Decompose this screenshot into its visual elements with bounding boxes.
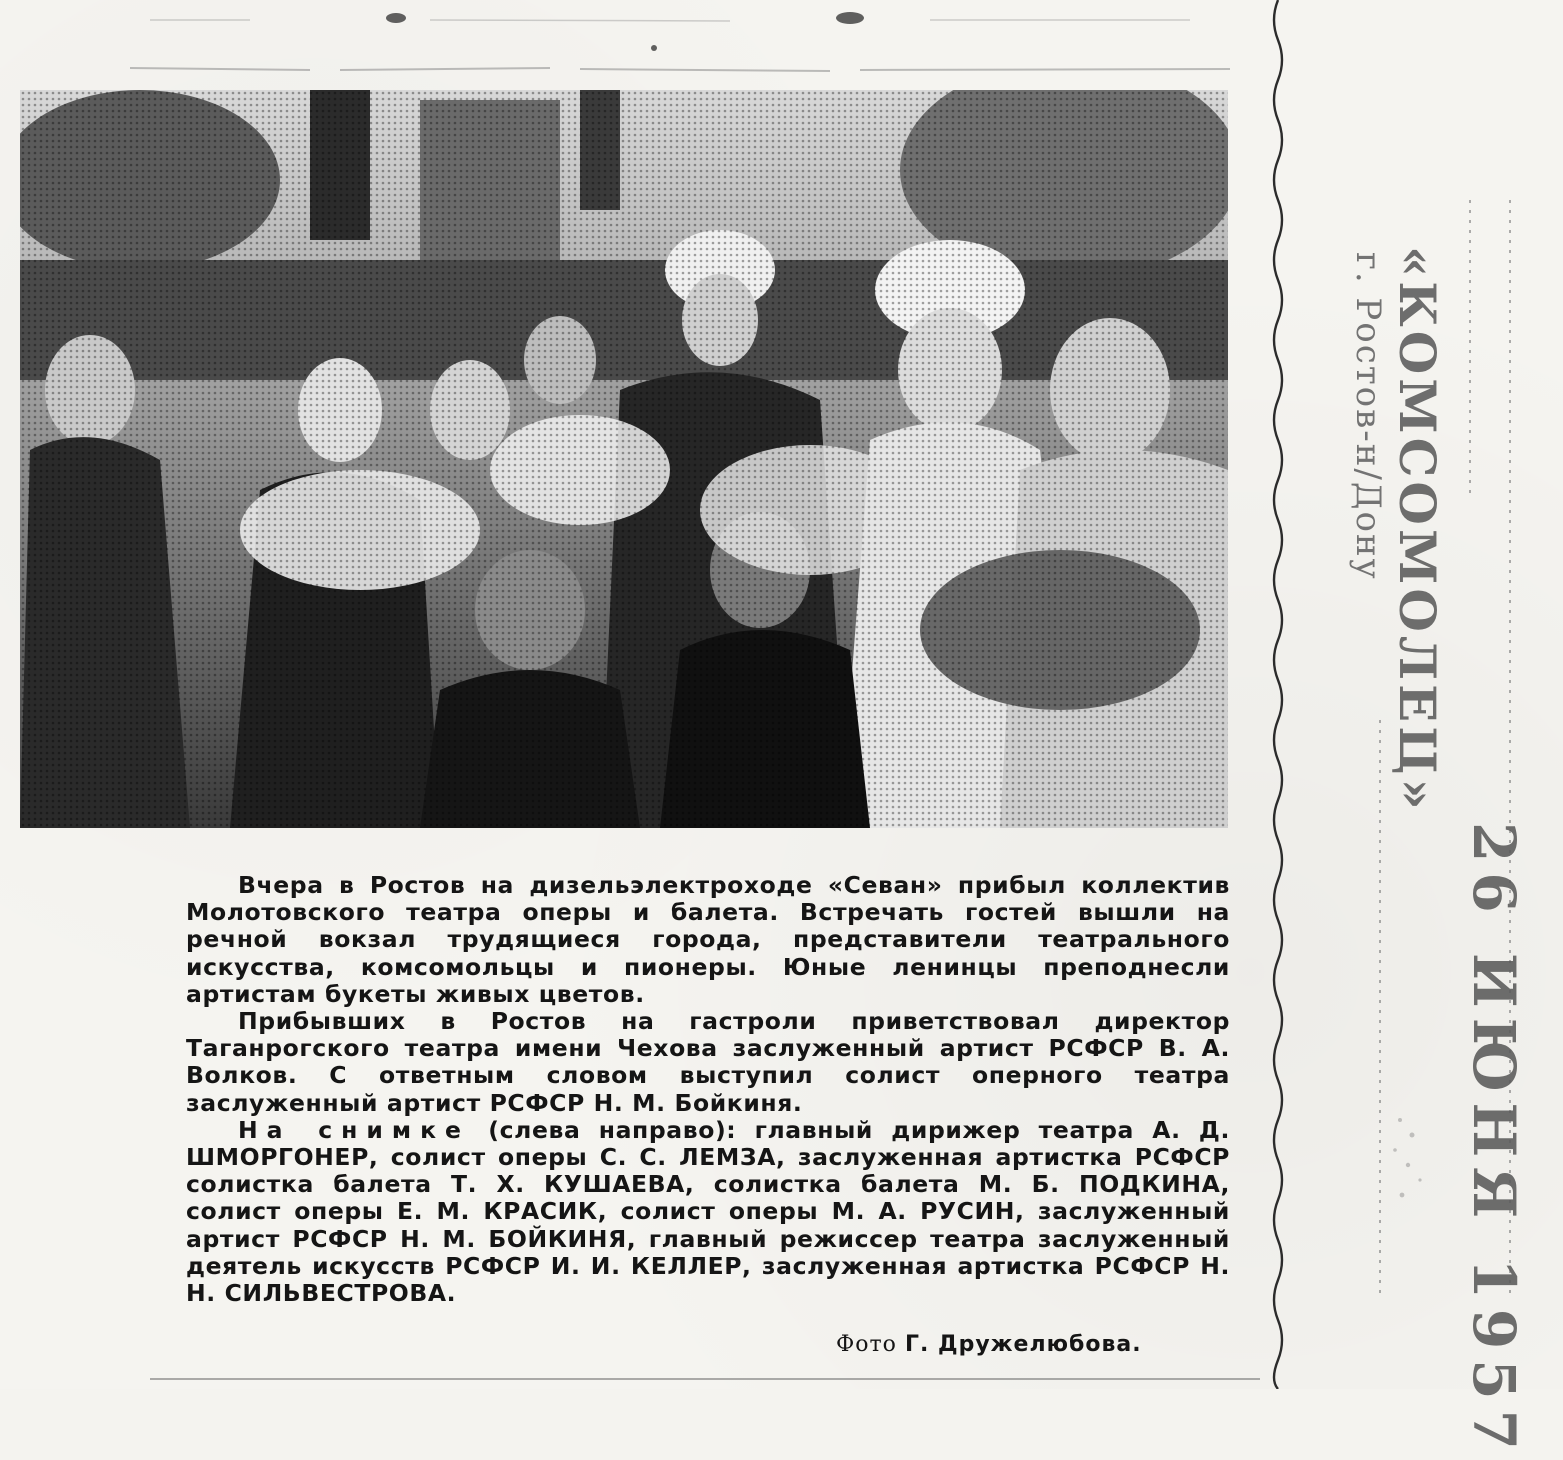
bottom-edge-line (150, 1378, 1260, 1384)
stamp-newspaper-name: «КОМСОМОЛЕЦ» (1388, 246, 1447, 814)
stamp-date: 26 ИЮНЯ 1957 (1460, 822, 1528, 1460)
photo-caption (186, 1117, 1230, 1307)
photo-credit-label: Фото (836, 1332, 897, 1357)
caption-body: (слева направо): главный дирижер театра А. Д. ШМОРГОНЕР, солист оперы С. С. ЛЕМЗА, заслуженная артистка РСФСР солистка балета Т. Х. КУШАЕВА, солистка балета М. Б. ПОДКИНА, солист оперы Е. М. КРАСИК, солист оперы М. А. РУСИН, заслуженный артист РСФСР Н. М. БОЙКИНЯ, главный режиссер театра заслуженный деятель искусств РСФСР И. И. КЕЛЛЕР, заслуженная артистка РСФСР Н. Н. СИЛЬВЕСТРОВА. (186, 1115, 1230, 1308)
photographer-name: Г. Дружелюбова. (904, 1332, 1142, 1357)
article-paragraph-2: Прибывших в Ростов на гастроли приветствовал директор Таганрогского театра имени Чехова заслуженный артист РСФСР В. А. Волков. С ответным словом выступил солист оперного театра заслуженный артист РСФСР Н. М. Бойкиня. (186, 1007, 1230, 1117)
photo-credit (836, 1332, 1206, 1357)
article-text (186, 872, 1230, 1307)
bleed-through-text (130, 0, 1250, 80)
news-photo (20, 90, 1228, 828)
article-paragraph-1: Вчера в Ростов на дизельэлектроходе «Севан» прибыл коллектив Молотовского театра оперы и балета. Встречать гостей вышли на речной вокзал трудящиеся города, представители театрального искусства, комсомольцы и пионеры. Юные ленинцы преподнесли артистам букеты живых цветов. (186, 871, 1230, 1008)
stamp-city: г. Ростов-н/Дону (1348, 252, 1388, 581)
caption-lead: На снимке (238, 1115, 470, 1144)
scissor-cut-edge (1266, 0, 1290, 1389)
